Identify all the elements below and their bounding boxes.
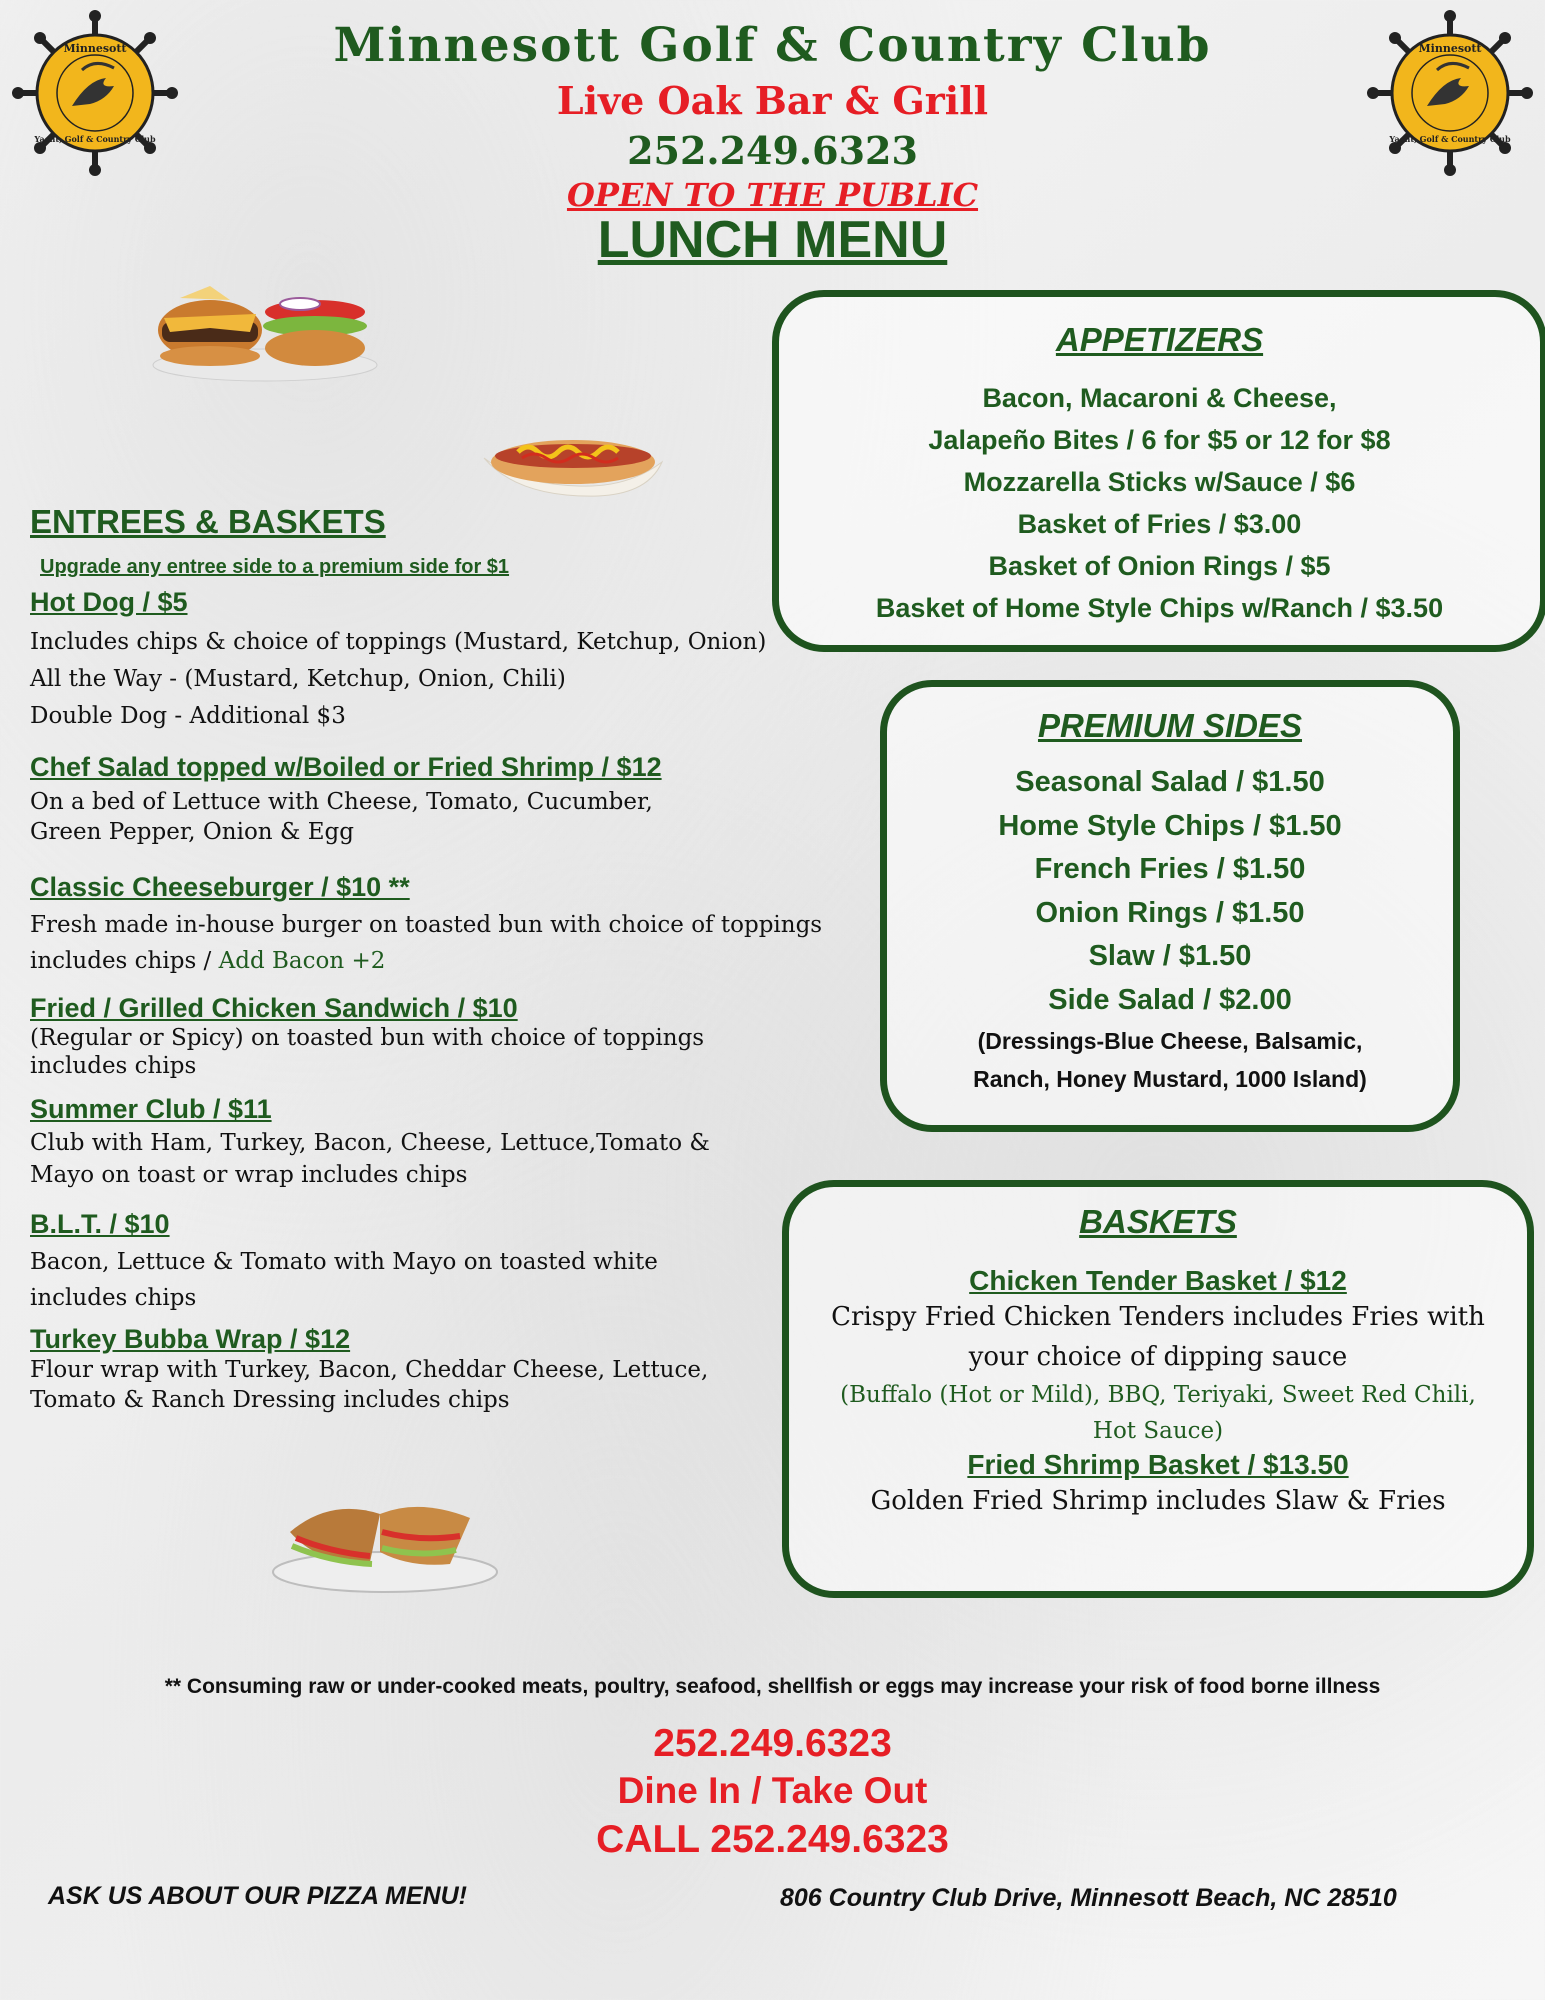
premium-side-item: Side Salad / $2.00 [1048,983,1292,1016]
entree-title: Classic Cheeseburger / $10 ** [30,872,410,902]
header-phone: 252.249.6323 [627,128,918,173]
entree-desc-line: Double Dog - Additional $3 [30,703,346,729]
entree-desc-line: (Regular or Spicy) on toasted bun with choice of toppings [30,1025,705,1051]
premium-side-item: Onion Rings / $1.50 [1035,896,1305,929]
entree-cheeseburger [30,872,822,979]
fried-shrimp-title: Fried Shrimp Basket / $13.50 [967,1449,1349,1480]
baskets-heading: BASKETS [1079,1203,1237,1240]
entree-hot-dog [30,587,766,735]
entree-desc-line: includes chips [30,1285,197,1311]
entree-desc-line: Mayo on toast or wrap includes chips [30,1162,468,1188]
food-safety-warning: ** Consuming raw or under-cooked meats, poultry, seafood, shellfish or eggs may increase your risk of food borne illness [164,1675,1381,1698]
entree-chicken-sandwich [30,993,704,1080]
entree-title: B.L.T. / $10 [30,1209,170,1239]
premium-sides-box [880,680,1460,1132]
entree-desc-line: includes chips [30,1053,197,1079]
cheeseburger-image [150,270,380,385]
entree-desc-line: Fresh made in-house burger on toasted bun with choice of toppings [30,912,823,938]
baskets-box [782,1180,1534,1598]
premium-side-item: French Fries / $1.50 [1034,853,1306,885]
appetizer-item: Basket of Fries / $3.00 [1017,509,1302,539]
entree-chef-salad [30,752,662,847]
entree-desc-line: All the Way - (Mustard, Ketchup, Onion, Chili) [30,666,566,692]
open-to-public: OPEN TO THE PUBLIC [566,176,979,214]
call-number: CALL 252.249.6323 [596,1818,949,1861]
entree-title: Hot Dog / $5 [30,587,188,617]
entree-desc-line: Club with Ham, Turkey, Bacon, Cheese, Lettuce,Tomato & [30,1130,710,1156]
entree-desc-line: includes chips / [30,948,219,974]
premium-side-item: Slaw / $1.50 [1088,940,1252,972]
appetizer-item: Mozzarella Sticks w/Sauce / $6 [963,467,1356,497]
entree-title: Turkey Bubba Wrap / $12 [30,1324,351,1354]
chicken-tender-desc: your choice of dipping sauce [968,1342,1348,1372]
entree-desc-line: Green Pepper, Onion & Egg [30,819,354,845]
entrees-heading: ENTREES & BASKETS [30,503,386,540]
dipping-sauces: (Buffalo (Hot or Mild), BBQ, Teriyaki, Sweet Red Chili, [840,1382,1476,1408]
restaurant-name: Live Oak Bar & Grill [556,78,989,123]
club-title: Minnesott Golf & Country Club [333,18,1212,73]
appetizers-heading: APPETIZERS [1055,321,1264,358]
logo-left-text-top: Minnesott [63,42,127,55]
appetizers-box [772,290,1545,652]
appetizer-item: Basket of Onion Rings / $5 [988,551,1331,581]
footer-phone: 252.249.6323 [653,1722,892,1765]
premium-side-item: Home Style Chips / $1.50 [998,809,1342,842]
entree-desc-line: Bacon, Lettuce & Tomato with Mayo on toasted white [30,1249,658,1275]
appetizer-item: Basket of Home Style Chips w/Ranch / $3.50 [875,593,1444,623]
entree-turkey-wrap [30,1324,708,1415]
chicken-tender-title: Chicken Tender Basket / $12 [969,1265,1347,1296]
dine-take-out: Dine In / Take Out [617,1770,928,1811]
appetizer-item: Jalapeño Bites / 6 for $5 or 12 for $8 [928,425,1391,455]
premium-sides-heading: PREMIUM SIDES [1037,707,1303,744]
pizza-menu-note: ASK US ABOUT OUR PIZZA MENU! [48,1882,467,1910]
logo-left-text-bottom: Yacht, Golf & Country Club [34,134,156,144]
add-bacon-note: Add Bacon +2 [218,948,386,974]
entree-title: Fried / Grilled Chicken Sandwich / $10 [30,993,518,1023]
entree-blt [30,1209,658,1316]
entree-desc-line: Tomato & Ranch Dressing includes chips [30,1387,510,1413]
menu-title: LUNCH MENU [597,211,948,269]
hot-dog-image [478,418,668,506]
entree-title: Chef Salad topped w/Boiled or Fried Shrimp / $12 [30,752,662,782]
entree-desc-line: On a bed of Lettuce with Cheese, Tomato, Cucumber, [30,789,653,815]
club-address: 806 Country Club Drive, Minnesott Beach, NC 28510 [780,1884,1397,1912]
dipping-sauces: Hot Sauce) [1092,1418,1224,1444]
upgrade-note: Upgrade any entree side to a premium side for $1 [40,556,510,578]
appetizer-item: Bacon, Macaroni & Cheese, [982,383,1337,413]
entree-desc-line: Includes chips & choice of toppings (Mustard, Ketchup, Onion) [30,629,767,655]
chicken-tender-desc: Crispy Fried Chicken Tenders includes Fries with [831,1302,1485,1332]
club-logo-right [1365,8,1535,178]
entree-summer-club [30,1094,710,1191]
entree-title: Summer Club / $11 [30,1094,272,1124]
logo-right-text-bottom: Yacht, Golf & Country Club [1389,134,1511,144]
premium-side-item: Seasonal Salad / $1.50 [1015,766,1325,798]
sandwich-image [270,1492,500,1597]
dressings-note: Ranch, Honey Mustard, 1000 Island) [973,1066,1367,1092]
club-logo-left [10,8,180,178]
dressings-note: (Dressings-Blue Cheese, Balsamic, [977,1028,1363,1054]
logo-right-text-top: Minnesott [1418,42,1482,55]
fried-shrimp-desc: Golden Fried Shrimp includes Slaw & Fries [870,1486,1446,1516]
entree-desc-line: Flour wrap with Turkey, Bacon, Cheddar Cheese, Lettuce, [30,1357,709,1383]
